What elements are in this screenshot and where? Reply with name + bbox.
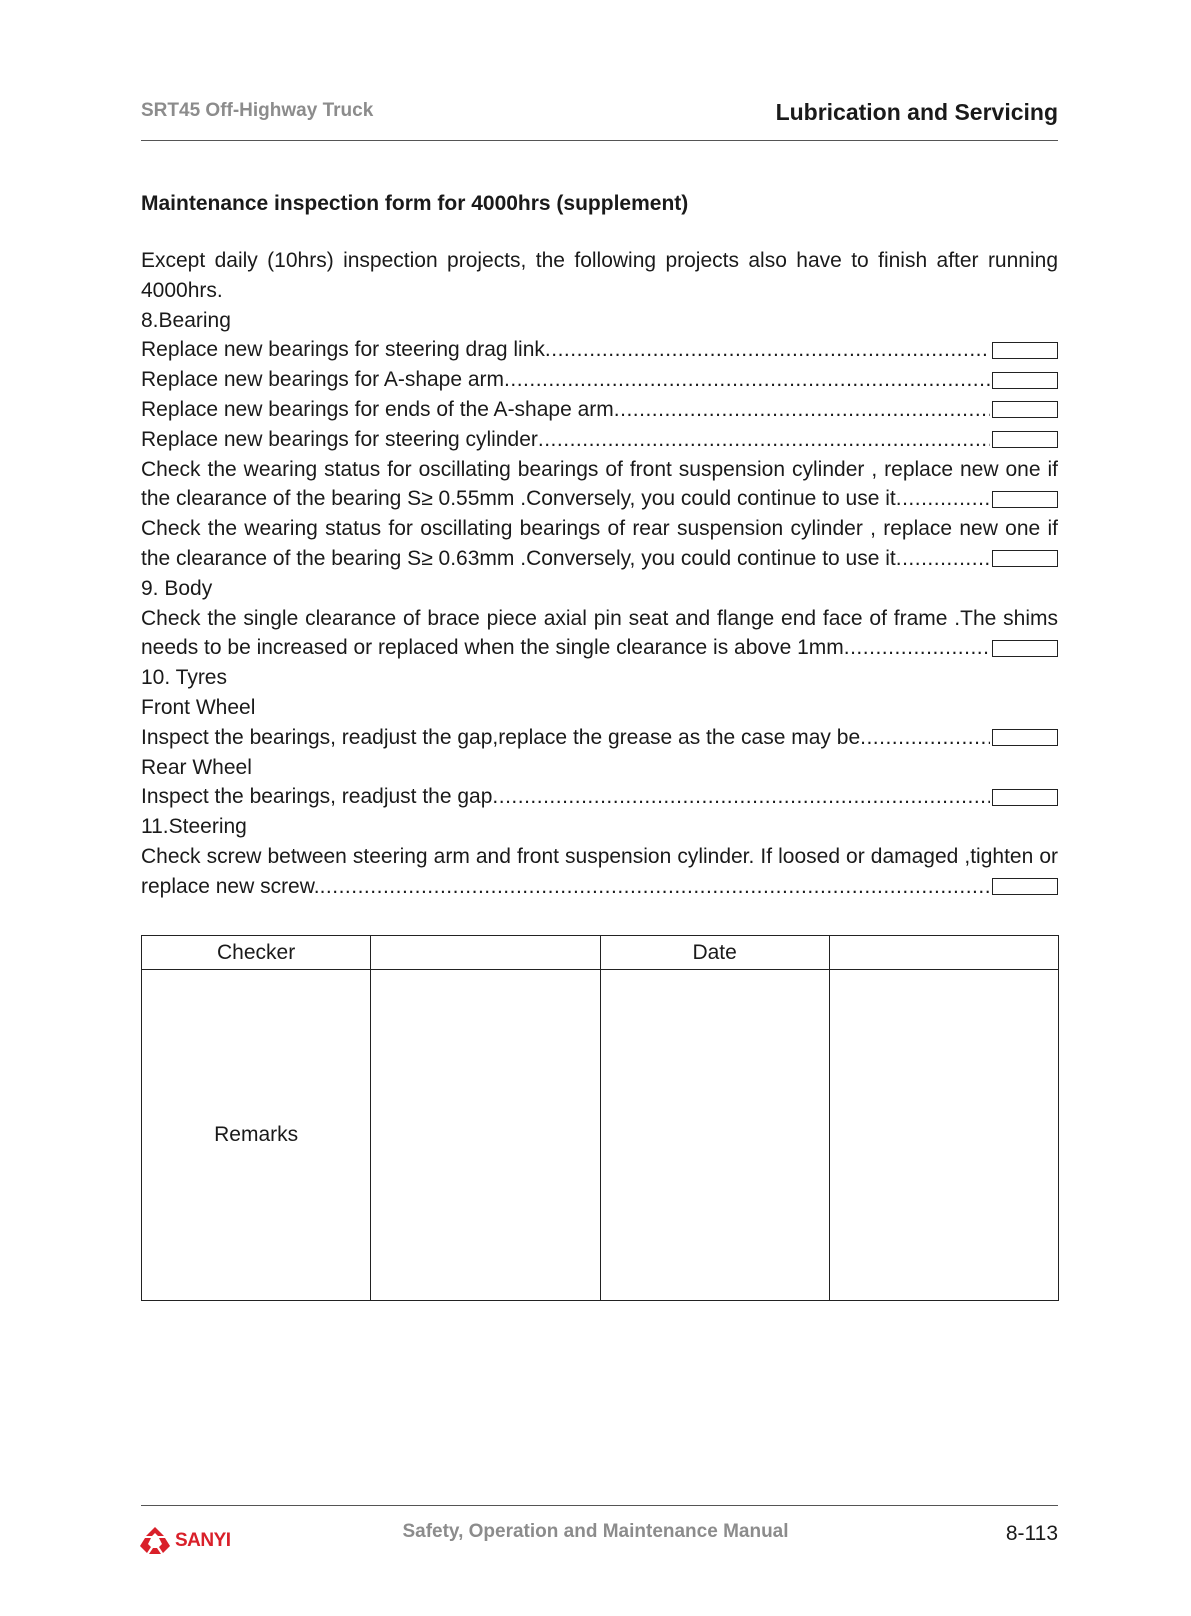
- brand-name: SANYI: [175, 1530, 231, 1551]
- header-section-title: Lubrication and Servicing: [775, 99, 1058, 125]
- check-box[interactable]: [992, 878, 1058, 895]
- checklist-item: [141, 395, 1058, 425]
- item-text: replace new screw.: [141, 874, 320, 898]
- item-text: Replace new bearings for A-shape arm: [141, 368, 505, 392]
- item-text-line: Check the single clearance of brace piece axial pin seat and flange end face of frame .The shims: [141, 606, 1058, 630]
- dot-leader: [860, 723, 990, 753]
- item-text-line: Check the wearing status for oscillating bearings of rear suspension cylinder , replace new one if: [141, 517, 1058, 541]
- check-box[interactable]: [992, 372, 1058, 389]
- section-heading-tyres: 10. Tyres: [141, 666, 227, 690]
- dot-leader: [614, 395, 990, 425]
- header-divider: [141, 140, 1058, 141]
- check-box[interactable]: [992, 431, 1058, 448]
- dot-leader: [844, 633, 990, 663]
- form-title: Maintenance inspection form for 4000hrs (supplement): [141, 192, 689, 215]
- check-box[interactable]: [992, 789, 1058, 806]
- check-box[interactable]: [992, 550, 1058, 567]
- date-field[interactable]: [829, 936, 1058, 970]
- item-text: Inspect the bearings, readjust the gap,replace the grease as the case may be: [141, 725, 861, 749]
- dot-leader: [545, 335, 990, 365]
- remarks-field[interactable]: [600, 970, 829, 1301]
- dot-leader: [504, 365, 990, 395]
- section-heading-bearing: 8.Bearing: [141, 308, 231, 332]
- section-heading-steering: 11.Steering: [141, 815, 247, 839]
- checklist-item: [141, 544, 1058, 574]
- item-text: needs to be increased or replaced when the single clearance is above 1mm: [141, 636, 844, 660]
- checker-label: Checker: [142, 936, 371, 970]
- signoff-table: [141, 935, 1059, 1301]
- page-number: 8-113: [1005, 1522, 1058, 1545]
- checklist-item: [141, 335, 1058, 365]
- date-label: Date: [600, 936, 829, 970]
- item-text: Replace new bearings for steering drag link: [141, 338, 545, 362]
- dot-leader: [320, 872, 990, 902]
- remarks-field[interactable]: [371, 970, 600, 1301]
- item-text-line: Check screw between steering arm and front suspension cylinder. If loosed or damaged ,tighten or: [141, 844, 1058, 868]
- checklist-item: [141, 633, 1058, 663]
- check-box[interactable]: [992, 491, 1058, 508]
- item-text: the clearance of the bearing S≥ 0.63mm .Conversely, you could continue to use it: [141, 546, 896, 570]
- intro-paragraph: Except daily (10hrs) inspection projects, the following projects also have to finish after running 4000hrs.: [141, 249, 1058, 302]
- check-box[interactable]: [992, 342, 1058, 359]
- section-heading-body: 9. Body: [141, 576, 213, 600]
- check-box[interactable]: [992, 401, 1058, 418]
- checker-field[interactable]: [371, 936, 600, 970]
- checklist-item: [141, 365, 1058, 395]
- checklist-item: [141, 723, 1058, 753]
- dot-leader: [896, 544, 990, 574]
- check-box[interactable]: [992, 729, 1058, 746]
- item-text: Replace new bearings for steering cylinder: [141, 427, 538, 451]
- dot-leader: [896, 484, 990, 514]
- checklist-item: [141, 425, 1058, 455]
- item-text: Replace new bearings for ends of the A-shape arm: [141, 397, 614, 421]
- inspection-form-body: [141, 246, 1058, 902]
- check-box[interactable]: [992, 640, 1058, 657]
- item-text: the clearance of the bearing S≥ 0.55mm .Conversely, you could continue to use it: [141, 487, 896, 511]
- item-text-line: Check the wearing status for oscillating bearings of front suspension cylinder , replace new one if: [141, 457, 1058, 481]
- subheading-front-wheel: Front Wheel: [141, 695, 256, 719]
- footer-manual-title: Safety, Operation and Maintenance Manual: [402, 1521, 789, 1542]
- subheading-rear-wheel: Rear Wheel: [141, 755, 252, 779]
- item-text: Inspect the bearings, readjust the gap: [141, 785, 493, 809]
- footer-divider: [141, 1505, 1058, 1506]
- checklist-item: [141, 484, 1058, 514]
- dot-leader: [492, 782, 990, 812]
- remarks-label: Remarks: [142, 970, 371, 1301]
- header-product: SRT45 Off-Highway Truck: [141, 100, 374, 121]
- remarks-field[interactable]: [829, 970, 1058, 1301]
- checklist-item: [141, 782, 1058, 812]
- dot-leader: [538, 425, 990, 455]
- checklist-item: [141, 872, 1058, 902]
